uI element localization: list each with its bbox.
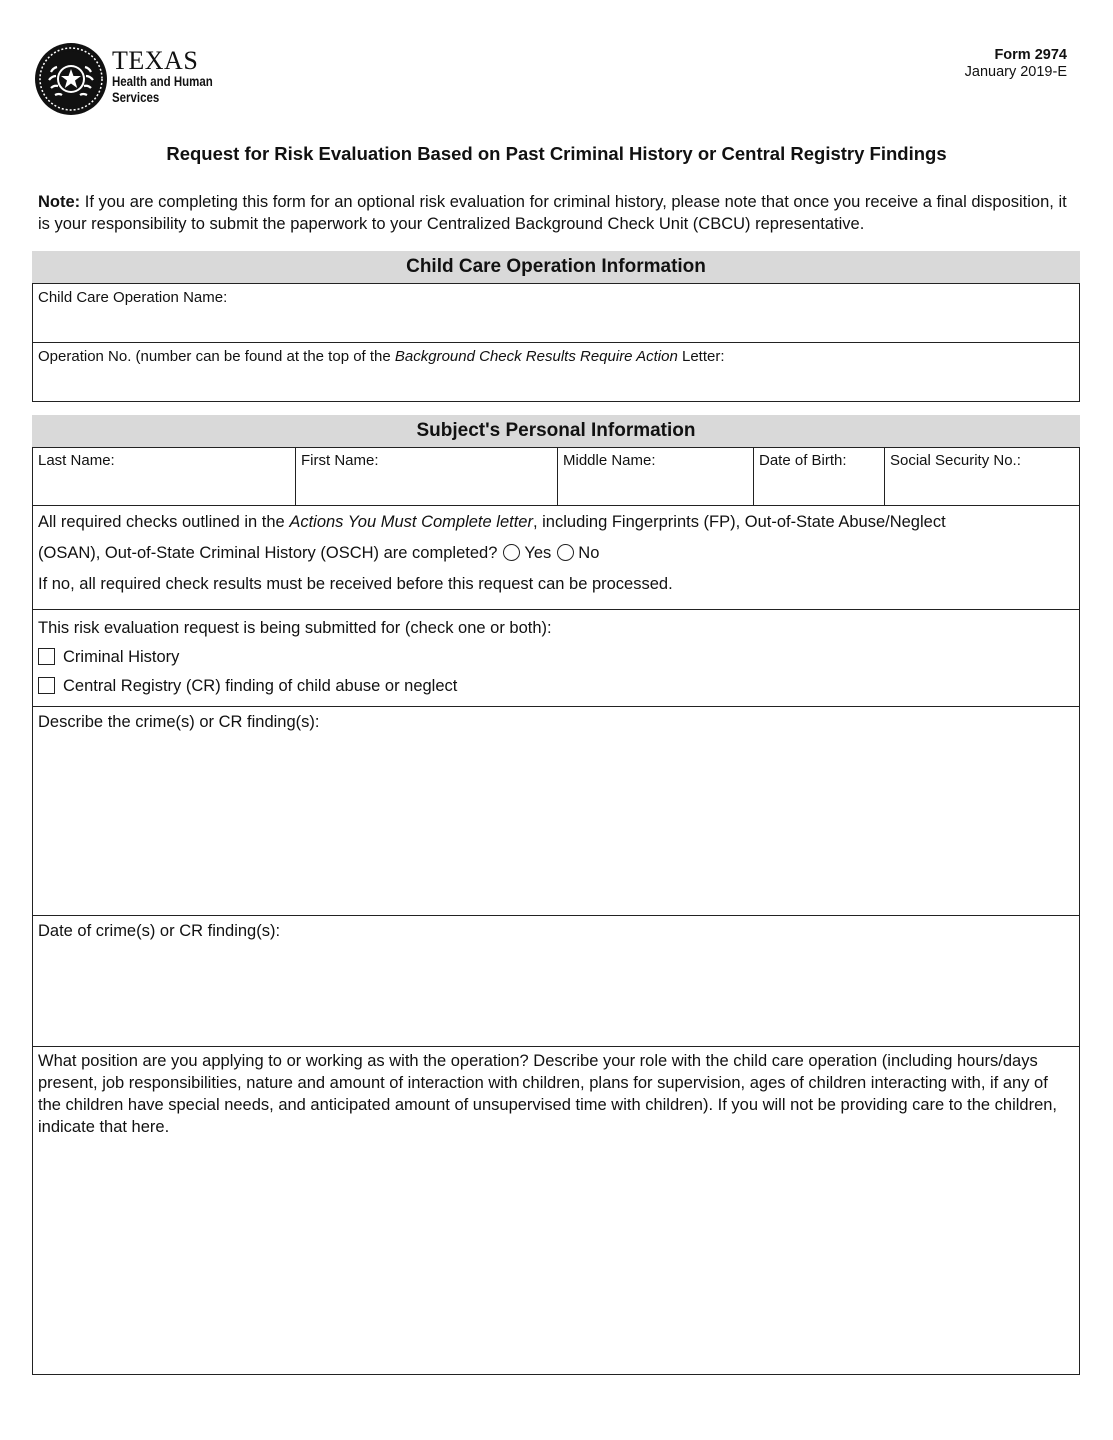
checks-text-cont: , including Fingerprints (FP), Out-of-State Abuse/Neglect bbox=[532, 513, 946, 531]
checks-text: All required checks outlined in the bbox=[38, 513, 290, 531]
middle-name-field[interactable] bbox=[557, 448, 753, 505]
checks-completed-row bbox=[33, 505, 1079, 609]
submitted-for-row bbox=[33, 609, 1079, 706]
describe-crime-label: Describe the crime(s) or CR finding(s): bbox=[38, 713, 320, 731]
form-identifier bbox=[965, 47, 1067, 81]
date-of-birth-label: Date of Birth: bbox=[759, 452, 847, 469]
operation-number-label-text: Operation No. (number can be found at the top of the bbox=[38, 348, 395, 365]
radio-yes[interactable] bbox=[503, 544, 520, 561]
date-of-birth-field[interactable] bbox=[753, 448, 884, 505]
checks-question-line1 bbox=[38, 507, 1074, 538]
central-registry-checkbox[interactable] bbox=[38, 677, 55, 694]
submitted-for-label: This risk evaluation request is being submitted for (check one or both): bbox=[38, 619, 552, 637]
position-description-field[interactable] bbox=[33, 1046, 1079, 1374]
hhs-logo bbox=[34, 42, 234, 116]
date-of-crime-label: Date of crime(s) or CR finding(s): bbox=[38, 922, 281, 940]
operation-number-label-end: Letter: bbox=[677, 348, 725, 365]
operation-name-label: Child Care Operation Name: bbox=[38, 289, 228, 306]
last-name-field[interactable] bbox=[33, 448, 295, 505]
middle-name-label: Middle Name: bbox=[563, 452, 656, 469]
checks-question-line2 bbox=[38, 538, 1074, 569]
operation-section bbox=[32, 251, 1080, 402]
date-of-crime-field[interactable] bbox=[33, 915, 1079, 1046]
ssn-label: Social Security No.: bbox=[890, 452, 1021, 469]
central-registry-label: Central Registry (CR) finding of child abuse or neglect bbox=[63, 677, 458, 695]
describe-crime-field[interactable] bbox=[33, 706, 1079, 915]
first-name-label: First Name: bbox=[301, 452, 379, 469]
form-date: January 2019-E bbox=[964, 64, 1067, 80]
operation-number-label bbox=[33, 343, 1079, 370]
note-label: Note: bbox=[38, 193, 81, 211]
note-text: If you are completing this form for an optional risk evaluation for criminal history, please note that once you receive a final disposition, it is your responsibility to submit the paperwork to your Centralized Background Check Unit (CBCU) representative. bbox=[38, 193, 1067, 233]
criminal-history-label: Criminal History bbox=[63, 648, 180, 666]
first-name-field[interactable] bbox=[295, 448, 557, 505]
criminal-history-checkbox[interactable] bbox=[38, 648, 55, 665]
operation-name-field[interactable] bbox=[33, 283, 1079, 342]
position-description-label: What position are you applying to or working as with the operation? Describe your role with the child care operation (including hours/days present, job responsibilities, nature and amount of interaction with children, plans for supervision, ages of children interacting with, if any of the children have special needs, and anticipated amount of unsupervised time with children). If you will not be providing care to the children, indicate that here. bbox=[38, 1052, 1058, 1136]
subject-section-heading: Subject's Personal Information bbox=[32, 415, 1080, 447]
texas-seal-icon bbox=[34, 42, 108, 116]
checks-note: If no, all required check results must be received before this request can be processed. bbox=[38, 575, 673, 593]
checks-text-line2: (OSAN), Out-of-State Criminal History (OSCH) are completed? bbox=[38, 544, 498, 562]
criminal-history-option bbox=[38, 643, 1074, 672]
name-row bbox=[33, 447, 1079, 505]
ssn-field[interactable] bbox=[884, 448, 1079, 505]
radio-no-label: No bbox=[578, 544, 600, 562]
checks-letter-name: Actions You Must Complete letter bbox=[289, 513, 533, 531]
last-name-label: Last Name: bbox=[38, 452, 115, 469]
operation-number-label-letter: Background Check Results Require Action bbox=[394, 348, 678, 365]
note-paragraph bbox=[38, 191, 1078, 235]
central-registry-option bbox=[38, 672, 1074, 701]
logo-title: TEXAS bbox=[112, 46, 199, 75]
radio-no[interactable] bbox=[557, 544, 574, 561]
operation-section-heading: Child Care Operation Information bbox=[32, 251, 1080, 283]
operation-number-field[interactable] bbox=[33, 342, 1079, 401]
form-number: Form 2974 bbox=[994, 47, 1067, 63]
logo-subtitle-2: Services bbox=[112, 90, 160, 105]
page-title: Request for Risk Evaluation Based on Past Criminal History or Central Registry Findings bbox=[166, 143, 947, 164]
logo-subtitle-1: Health and Human bbox=[112, 74, 213, 89]
radio-yes-label: Yes bbox=[524, 544, 552, 562]
subject-section bbox=[32, 415, 1080, 1375]
